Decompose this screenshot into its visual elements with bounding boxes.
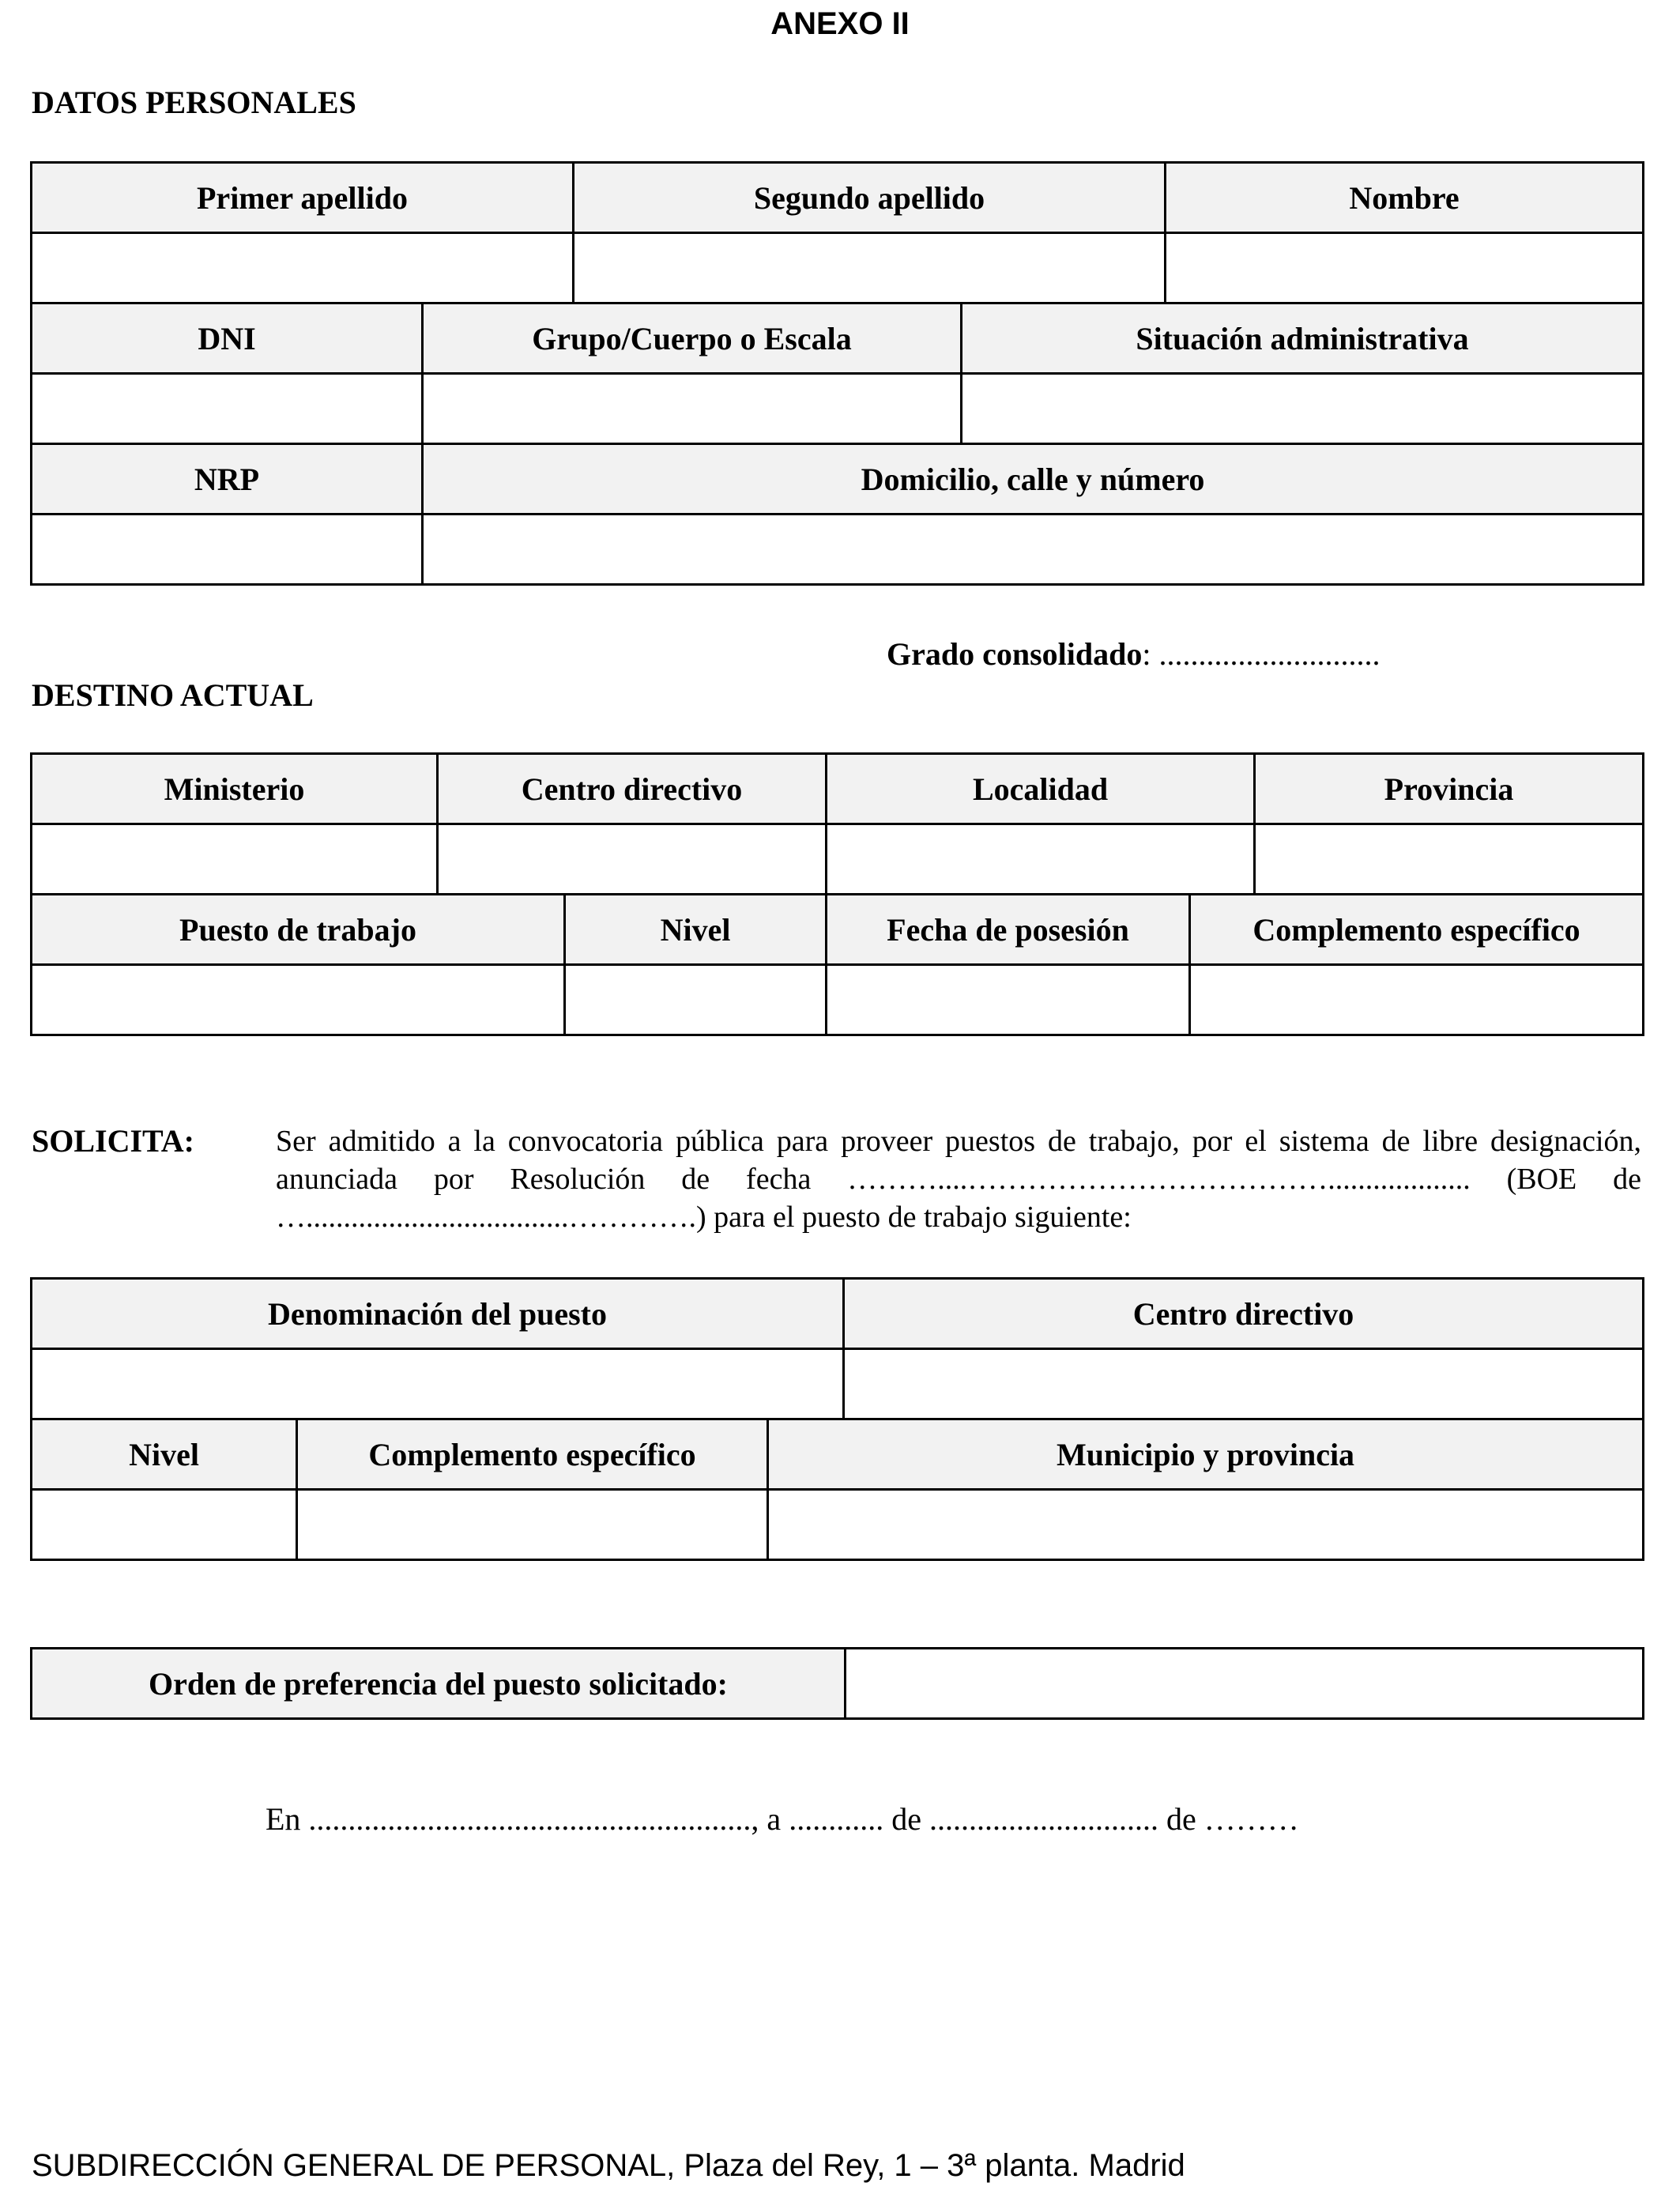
field-centro-directivo[interactable] bbox=[438, 824, 827, 895]
footer-address: SUBDIRECCIÓN GENERAL DE PERSONAL, Plaza del Rey, 1 – 3ª planta. Madrid bbox=[32, 2148, 1185, 2183]
header-situacion-administrativa: Situación administrativa bbox=[962, 303, 1644, 374]
field-domicilio[interactable] bbox=[423, 515, 1644, 585]
orden-preferencia-table bbox=[30, 1647, 1644, 1720]
header-complemento-especifico-solicitado: Complemento específico bbox=[297, 1419, 768, 1490]
solicita-label: SOLICITA: bbox=[32, 1123, 194, 1159]
header-nivel-solicitado: Nivel bbox=[32, 1419, 297, 1490]
datos-personales-table bbox=[30, 161, 1644, 586]
solicita-text: Ser admitido a la convocatoria pública para proveer puestos de trabajo, por el sistema de libre designación, anunciada por Resolución de fecha ………....………………………………................... (BOE de …...................................………….) para el puesto de trabajo siguiente: bbox=[276, 1125, 1641, 1234]
field-grupo-cuerpo[interactable] bbox=[423, 374, 962, 444]
field-complemento-especifico[interactable] bbox=[1190, 965, 1644, 1035]
header-grupo-cuerpo: Grupo/Cuerpo o Escala bbox=[423, 303, 962, 374]
field-primer-apellido[interactable] bbox=[32, 233, 574, 303]
field-municipio-y-provincia[interactable] bbox=[768, 1490, 1644, 1560]
field-provincia[interactable] bbox=[1255, 824, 1644, 895]
field-localidad[interactable] bbox=[827, 824, 1255, 895]
header-denominacion-del-puesto: Denominación del puesto bbox=[32, 1279, 844, 1349]
field-denominacion-del-puesto[interactable] bbox=[32, 1349, 844, 1419]
grado-consolidado-label: Grado consolidado bbox=[887, 636, 1143, 672]
field-situacion-administrativa[interactable] bbox=[962, 374, 1644, 444]
header-nivel: Nivel bbox=[565, 895, 827, 965]
datos-personales-heading: DATOS PERSONALES bbox=[32, 85, 356, 120]
page-title: ANEXO II bbox=[770, 6, 910, 41]
field-complemento-especifico-solicitado[interactable] bbox=[297, 1490, 768, 1560]
header-localidad: Localidad bbox=[827, 754, 1255, 824]
field-centro-directivo-solicitado[interactable] bbox=[844, 1349, 1644, 1419]
grado-consolidado-value[interactable]: : ............................ bbox=[1142, 636, 1381, 672]
field-ministerio[interactable] bbox=[32, 824, 438, 895]
header-provincia: Provincia bbox=[1255, 754, 1644, 824]
header-primer-apellido: Primer apellido bbox=[32, 163, 574, 233]
field-orden-preferencia[interactable] bbox=[846, 1649, 1644, 1719]
lugar-fecha-line: En ........................................................, a ............ de ............................. de ……… bbox=[266, 1801, 1299, 1837]
header-puesto-de-trabajo: Puesto de trabajo bbox=[32, 895, 565, 965]
header-ministerio: Ministerio bbox=[32, 754, 438, 824]
field-segundo-apellido[interactable] bbox=[574, 233, 1166, 303]
field-dni[interactable] bbox=[32, 374, 423, 444]
destino-actual-heading: DESTINO ACTUAL bbox=[32, 677, 314, 713]
header-fecha-de-posesion: Fecha de posesión bbox=[827, 895, 1190, 965]
header-complemento-especifico: Complemento específico bbox=[1190, 895, 1644, 965]
header-segundo-apellido: Segundo apellido bbox=[574, 163, 1166, 233]
header-nrp: NRP bbox=[32, 444, 423, 515]
puesto-solicitado-table bbox=[30, 1277, 1644, 1561]
field-fecha-de-posesion[interactable] bbox=[827, 965, 1190, 1035]
field-nivel-solicitado[interactable] bbox=[32, 1490, 297, 1560]
field-nombre[interactable] bbox=[1166, 233, 1644, 303]
header-dni: DNI bbox=[32, 303, 423, 374]
destino-actual-table bbox=[30, 752, 1644, 1036]
header-municipio-y-provincia: Municipio y provincia bbox=[768, 1419, 1644, 1490]
field-nivel[interactable] bbox=[565, 965, 827, 1035]
header-domicilio: Domicilio, calle y número bbox=[423, 444, 1644, 515]
grado-consolidado bbox=[887, 635, 1381, 673]
orden-preferencia-label: Orden de preferencia del puesto solicitado: bbox=[32, 1649, 846, 1719]
field-nrp[interactable] bbox=[32, 515, 423, 585]
header-nombre: Nombre bbox=[1166, 163, 1644, 233]
field-puesto-de-trabajo[interactable] bbox=[32, 965, 565, 1035]
header-centro-directivo: Centro directivo bbox=[438, 754, 827, 824]
header-centro-directivo-solicitado: Centro directivo bbox=[844, 1279, 1644, 1349]
